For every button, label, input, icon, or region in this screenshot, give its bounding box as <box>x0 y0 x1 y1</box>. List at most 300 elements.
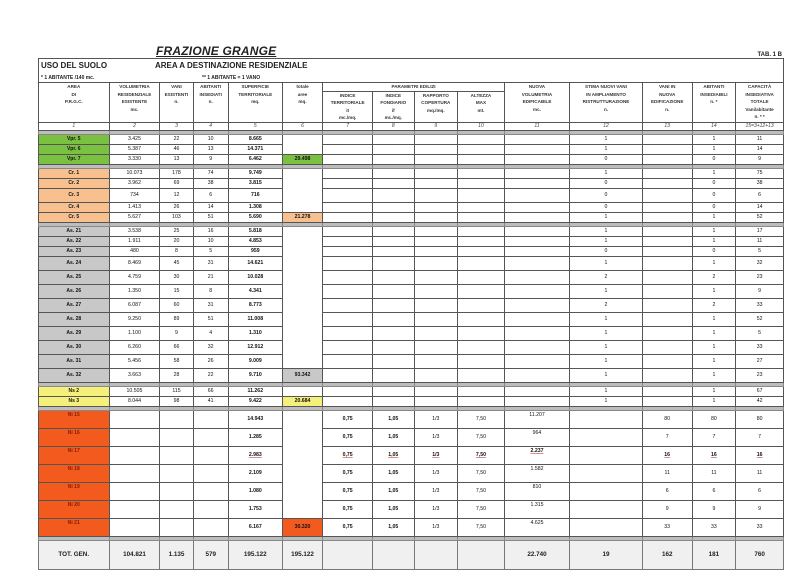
abitanti-insediati: 10 <box>193 134 228 144</box>
indice-fondiario <box>373 284 415 298</box>
stima-nuovi-vani: 0 <box>570 188 643 202</box>
header-vani-nuova: VANI IN NUOVA EDIFICAZIONE n. <box>642 83 692 123</box>
abitanti-insediati: 41 <box>193 396 228 406</box>
volumetria-esistente: 3.330 <box>109 154 160 164</box>
rapporto-copertura: 1/3 <box>414 446 458 464</box>
volumetria-esistente: 5.456 <box>109 354 160 368</box>
total-abitanti-insediabili: 181 <box>692 540 736 569</box>
vani-esistenti: 46 <box>160 144 193 154</box>
table-row <box>39 246 784 256</box>
area-name: Cr. 1 <box>39 168 110 178</box>
rapporto-copertura: 1/3 <box>414 410 458 428</box>
area-name: As. 28 <box>39 312 110 326</box>
vani-nuova-edificazione <box>642 168 692 178</box>
table-row <box>39 428 784 446</box>
indice-territoriale <box>323 284 373 298</box>
table-row <box>39 188 784 202</box>
area-name: Ns 3 <box>39 396 110 406</box>
indice-territoriale <box>323 236 373 246</box>
vani-esistenti <box>160 428 193 446</box>
area-name: Ni 20 <box>39 500 110 518</box>
volumetria-esistente: 1.413 <box>109 202 160 212</box>
nuova-volumetria: 2.237 <box>504 446 569 464</box>
totale-aree: 29.498 <box>282 154 322 164</box>
column-number: 5 <box>228 122 282 130</box>
abitanti-insediati <box>193 464 228 482</box>
abitanti-insediabili: 1 <box>692 368 736 382</box>
totale-aree <box>282 144 322 154</box>
superficie-territoriale: 14.943 <box>228 410 282 428</box>
altezza-max <box>458 144 505 154</box>
abitanti-insediabili: 0 <box>692 188 736 202</box>
rapporto-copertura <box>414 386 458 396</box>
column-number: 9 <box>414 122 458 130</box>
area-name: Ni 16 <box>39 428 110 446</box>
stima-nuovi-vani: 0 <box>570 202 643 212</box>
rapporto-copertura <box>414 298 458 312</box>
header-indice-territoriale: INDICE TERRITORIALE it mc./mq. <box>323 91 373 122</box>
abitanti-insediabili: 1 <box>692 212 736 222</box>
altezza-max <box>458 202 505 212</box>
abitanti-insediabili: 1 <box>692 226 736 236</box>
superficie-territoriale: 11.262 <box>228 386 282 396</box>
rapporto-copertura <box>414 396 458 406</box>
abitanti-insediati: 32 <box>193 340 228 354</box>
indice-territoriale <box>323 154 373 164</box>
vani-nuova-edificazione <box>642 134 692 144</box>
altezza-max: 7,50 <box>458 410 505 428</box>
column-number: 1 <box>39 122 110 130</box>
vani-nuova-edificazione <box>642 256 692 270</box>
capacita-insediativa: 33 <box>736 298 784 312</box>
vani-nuova-edificazione <box>642 202 692 212</box>
capacita-insediativa: 6 <box>736 188 784 202</box>
altezza-max <box>458 298 505 312</box>
area-name: Vpr. 6 <box>39 144 110 154</box>
capacita-insediativa: 7 <box>736 428 784 446</box>
abitanti-insediati: 13 <box>193 144 228 154</box>
table-row <box>39 226 784 236</box>
volumetria-esistente: 10.073 <box>109 168 160 178</box>
nuova-volumetria <box>504 178 569 188</box>
rapporto-copertura <box>414 168 458 178</box>
header-altezza-max: ALTEZZA MAX mt. <box>458 91 505 122</box>
superficie-territoriale: 959 <box>228 246 282 256</box>
volumetria-esistente <box>109 428 160 446</box>
totale-aree <box>282 168 322 178</box>
indice-fondiario <box>373 368 415 382</box>
vani-esistenti: 98 <box>160 396 193 406</box>
abitanti-insediati: 16 <box>193 226 228 236</box>
table-row <box>39 168 784 178</box>
capacita-insediativa: 14 <box>736 202 784 212</box>
note-abitante-mc: * 1 ABITANTE /140 mc. <box>41 75 95 81</box>
volumetria-esistente: 3.425 <box>109 134 160 144</box>
totale-aree <box>282 482 322 500</box>
totale-aree <box>282 236 322 246</box>
rapporto-copertura <box>414 354 458 368</box>
stima-nuovi-vani: 1 <box>570 354 643 368</box>
total-stima: 19 <box>570 540 643 569</box>
area-name: Cr. 2 <box>39 178 110 188</box>
nuova-volumetria <box>504 256 569 270</box>
indice-fondiario <box>373 202 415 212</box>
indice-fondiario <box>373 340 415 354</box>
vani-esistenti: 13 <box>160 154 193 164</box>
table-body <box>39 130 784 569</box>
abitanti-insediati: 66 <box>193 386 228 396</box>
stima-nuovi-vani: 1 <box>570 326 643 340</box>
header-area: AREA DI P.R.G.C. <box>39 83 110 123</box>
altezza-max <box>458 386 505 396</box>
nuova-volumetria <box>504 154 569 164</box>
capacita-insediativa: 9 <box>736 500 784 518</box>
rapporto-copertura: 1/3 <box>414 518 458 536</box>
indice-territoriale: 0,75 <box>323 464 373 482</box>
area-name: As. 23 <box>39 246 110 256</box>
vani-esistenti: 69 <box>160 178 193 188</box>
indice-territoriale <box>323 386 373 396</box>
abitanti-insediati: 21 <box>193 270 228 284</box>
stima-nuovi-vani: 1 <box>570 134 643 144</box>
superficie-territoriale: 14.621 <box>228 256 282 270</box>
abitanti-insediati <box>193 500 228 518</box>
vani-nuova-edificazione <box>642 396 692 406</box>
nuova-volumetria <box>504 226 569 236</box>
nuova-volumetria: 1.315 <box>504 500 569 518</box>
vani-esistenti: 58 <box>160 354 193 368</box>
superficie-territoriale: 12.912 <box>228 340 282 354</box>
altezza-max <box>458 396 505 406</box>
table-row <box>39 464 784 482</box>
altezza-max <box>458 326 505 340</box>
indice-fondiario: 1,05 <box>373 464 415 482</box>
capacita-insediativa: 67 <box>736 386 784 396</box>
total-vani-nuova: 162 <box>642 540 692 569</box>
abitanti-insediati: 14 <box>193 202 228 212</box>
area-name: As. 29 <box>39 326 110 340</box>
stima-nuovi-vani: 1 <box>570 236 643 246</box>
vani-esistenti: 20 <box>160 236 193 246</box>
table-header-frame <box>38 58 784 83</box>
stima-nuovi-vani: 2 <box>570 270 643 284</box>
abitanti-insediabili: 0 <box>692 202 736 212</box>
totale-aree: 30.320 <box>282 518 322 536</box>
rapporto-copertura <box>414 154 458 164</box>
nuova-volumetria <box>504 386 569 396</box>
table-row <box>39 312 784 326</box>
abitanti-insediati: 31 <box>193 256 228 270</box>
indice-territoriale <box>323 212 373 222</box>
superficie-territoriale: 5.818 <box>228 226 282 236</box>
indice-fondiario <box>373 134 415 144</box>
vani-esistenti: 103 <box>160 212 193 222</box>
abitanti-insediati <box>193 446 228 464</box>
rapporto-copertura: 1/3 <box>414 500 458 518</box>
indice-territoriale: 0,75 <box>323 410 373 428</box>
vani-esistenti: 178 <box>160 168 193 178</box>
header-volumetria: VOLUMETRIA RESIDENZIALE ESISTENTE mc. <box>109 83 160 123</box>
nuova-volumetria <box>504 326 569 340</box>
nuova-volumetria <box>504 144 569 154</box>
area-name: Ns 2 <box>39 386 110 396</box>
column-number: 3 <box>160 122 193 130</box>
vani-esistenti: 9 <box>160 326 193 340</box>
table-row <box>39 386 784 396</box>
header-abitanti: ABITANTI INSEDIATI n. <box>193 83 228 123</box>
abitanti-insediabili: 1 <box>692 354 736 368</box>
vani-nuova-edificazione: 11 <box>642 464 692 482</box>
abitanti-insediabili: 11 <box>692 464 736 482</box>
vani-esistenti: 89 <box>160 312 193 326</box>
vani-esistenti <box>160 500 193 518</box>
superficie-territoriale: 8.773 <box>228 298 282 312</box>
rapporto-copertura: 1/3 <box>414 482 458 500</box>
nuova-volumetria: 1.582 <box>504 464 569 482</box>
total-vani: 1.135 <box>160 540 193 569</box>
altezza-max <box>458 256 505 270</box>
capacita-insediativa: 5 <box>736 246 784 256</box>
abitanti-insediabili: 0 <box>692 178 736 188</box>
totale-aree <box>282 256 322 270</box>
capacita-insediativa: 52 <box>736 212 784 222</box>
area-name: Cr. 3 <box>39 188 110 202</box>
abitanti-insediabili: 1 <box>692 386 736 396</box>
vani-nuova-edificazione <box>642 298 692 312</box>
volumetria-esistente: 4.759 <box>109 270 160 284</box>
nuova-volumetria: 964 <box>504 428 569 446</box>
header-row <box>39 83 784 92</box>
capacita-insediativa: 11 <box>736 134 784 144</box>
indice-territoriale <box>323 168 373 178</box>
nuova-volumetria <box>504 298 569 312</box>
superficie-territoriale: 5.690 <box>228 212 282 222</box>
superficie-territoriale: 1.753 <box>228 500 282 518</box>
indice-territoriale <box>323 368 373 382</box>
area-name: As. 22 <box>39 236 110 246</box>
stima-nuovi-vani: 2 <box>570 298 643 312</box>
header-vani: VANI ESISTENTI n. <box>160 83 193 123</box>
volumetria-esistente: 1.911 <box>109 236 160 246</box>
stima-nuovi-vani: 1 <box>570 284 643 298</box>
totale-aree: 20.684 <box>282 396 322 406</box>
abitanti-insediabili: 1 <box>692 256 736 270</box>
vani-nuova-edificazione <box>642 246 692 256</box>
indice-territoriale: 0,75 <box>323 482 373 500</box>
total-abitanti: 579 <box>193 540 228 569</box>
table-row <box>39 396 784 406</box>
total-volumetria: 104.821 <box>109 540 160 569</box>
volumetria-esistente: 1.100 <box>109 326 160 340</box>
vani-nuova-edificazione <box>642 354 692 368</box>
volumetria-esistente: 734 <box>109 188 160 202</box>
table-row <box>39 256 784 270</box>
abitanti-insediati <box>193 410 228 428</box>
total-capacita: 760 <box>736 540 784 569</box>
area-destinazione-label: AREA A DESTINAZIONE RESIDENZIALE <box>155 61 308 70</box>
rapporto-copertura <box>414 236 458 246</box>
totale-aree: 93.342 <box>282 368 322 382</box>
altezza-max <box>458 246 505 256</box>
indice-territoriale <box>323 246 373 256</box>
indice-territoriale <box>323 226 373 236</box>
rapporto-copertura <box>414 340 458 354</box>
abitanti-insediabili: 80 <box>692 410 736 428</box>
stima-nuovi-vani: 0 <box>570 246 643 256</box>
table-row <box>39 410 784 428</box>
vani-esistenti: 28 <box>160 368 193 382</box>
nuova-volumetria: 4.625 <box>504 518 569 536</box>
area-name: Ni 21 <box>39 518 110 536</box>
vani-nuova-edificazione <box>642 154 692 164</box>
table-row <box>39 340 784 354</box>
altezza-max <box>458 340 505 354</box>
capacita-insediativa: 42 <box>736 396 784 406</box>
altezza-max <box>458 178 505 188</box>
abitanti-insediabili: 0 <box>692 246 736 256</box>
indice-fondiario <box>373 270 415 284</box>
rapporto-copertura <box>414 284 458 298</box>
vani-esistenti: 8 <box>160 246 193 256</box>
table-row <box>39 446 784 464</box>
altezza-max <box>458 368 505 382</box>
rapporto-copertura <box>414 212 458 222</box>
table-row <box>39 368 784 382</box>
totale-aree <box>282 326 322 340</box>
abitanti-insediabili: 1 <box>692 144 736 154</box>
column-number-row <box>39 122 784 130</box>
capacita-insediativa: 16 <box>736 446 784 464</box>
total-nuova-volumetria: 22.740 <box>504 540 569 569</box>
altezza-max <box>458 354 505 368</box>
nuova-volumetria <box>504 202 569 212</box>
altezza-max <box>458 236 505 246</box>
indice-fondiario: 1,05 <box>373 500 415 518</box>
capacita-insediativa: 32 <box>736 256 784 270</box>
indice-fondiario: 1,05 <box>373 446 415 464</box>
indice-fondiario <box>373 144 415 154</box>
capacita-insediativa: 75 <box>736 168 784 178</box>
column-number: 12 <box>570 122 643 130</box>
altezza-max <box>458 154 505 164</box>
totale-aree <box>282 354 322 368</box>
indice-fondiario <box>373 246 415 256</box>
altezza-max <box>458 188 505 202</box>
superficie-territoriale: 4.341 <box>228 284 282 298</box>
stima-nuovi-vani: 1 <box>570 144 643 154</box>
indice-territoriale <box>323 134 373 144</box>
vani-nuova-edificazione <box>642 188 692 202</box>
table-row <box>39 134 784 144</box>
vani-esistenti: 26 <box>160 202 193 212</box>
indice-fondiario: 1,05 <box>373 482 415 500</box>
abitanti-insediabili: 9 <box>692 500 736 518</box>
altezza-max <box>458 134 505 144</box>
header-stima-nuovi-vani: STIMA NUOVI VANI IN AMPLIAMENTO RISTRUTTURAZIONE n. <box>570 83 643 123</box>
abitanti-insediati: 22 <box>193 368 228 382</box>
table-row <box>39 202 784 212</box>
area-name: Ni 18 <box>39 464 110 482</box>
indice-territoriale <box>323 202 373 212</box>
superficie-territoriale: 716 <box>228 188 282 202</box>
totale-aree <box>282 410 322 428</box>
volumetria-esistente: 6.260 <box>109 340 160 354</box>
indice-fondiario <box>373 298 415 312</box>
capacita-insediativa: 33 <box>736 518 784 536</box>
vani-nuova-edificazione: 6 <box>642 482 692 500</box>
stima-nuovi-vani: 1 <box>570 340 643 354</box>
table-row <box>39 236 784 246</box>
abitanti-insediabili: 1 <box>692 134 736 144</box>
nuova-volumetria <box>504 396 569 406</box>
area-name: Ni 17 <box>39 446 110 464</box>
totale-aree: 21.278 <box>282 212 322 222</box>
volumetria-esistente: 5.627 <box>109 212 160 222</box>
volumetria-esistente: 5.387 <box>109 144 160 154</box>
vani-nuova-edificazione <box>642 236 692 246</box>
volumetria-esistente: 3.962 <box>109 178 160 188</box>
superficie-territoriale: 4.853 <box>228 236 282 246</box>
capacita-insediativa: 6 <box>736 482 784 500</box>
volumetria-esistente: 8.469 <box>109 256 160 270</box>
page-title: FRAZIONE GRANGE <box>156 44 277 58</box>
indice-territoriale: 0,75 <box>323 500 373 518</box>
stima-nuovi-vani <box>570 518 643 536</box>
altezza-max <box>458 168 505 178</box>
indice-territoriale: 0,75 <box>323 518 373 536</box>
vani-nuova-edificazione <box>642 386 692 396</box>
rapporto-copertura <box>414 246 458 256</box>
nuova-volumetria <box>504 212 569 222</box>
vani-esistenti: 45 <box>160 256 193 270</box>
stima-nuovi-vani <box>570 446 643 464</box>
nuova-volumetria <box>504 284 569 298</box>
abitanti-insediabili: 6 <box>692 482 736 500</box>
totale-aree <box>282 446 322 464</box>
nuova-volumetria <box>504 354 569 368</box>
superficie-territoriale: 9.749 <box>228 168 282 178</box>
indice-fondiario <box>373 396 415 406</box>
superficie-territoriale: 6.167 <box>228 518 282 536</box>
indice-territoriale <box>323 178 373 188</box>
abitanti-insediati: 26 <box>193 354 228 368</box>
header-nuova-volumetria: NUOVA VOLUMETRIA EDIFICABILE mc. <box>504 83 569 123</box>
indice-fondiario <box>373 312 415 326</box>
column-number: 14 <box>692 122 736 130</box>
vani-esistenti: 25 <box>160 226 193 236</box>
nuova-volumetria: 11.207 <box>504 410 569 428</box>
totale-aree <box>282 134 322 144</box>
stima-nuovi-vani <box>570 482 643 500</box>
total-superficie: 195.122 <box>228 540 282 569</box>
table-row <box>39 326 784 340</box>
capacita-insediativa: 23 <box>736 270 784 284</box>
rapporto-copertura <box>414 256 458 270</box>
volumetria-esistente: 8.044 <box>109 396 160 406</box>
capacita-insediativa: 33 <box>736 340 784 354</box>
abitanti-insediabili: 1 <box>692 396 736 406</box>
capacita-insediativa: 23 <box>736 368 784 382</box>
area-name: As. 21 <box>39 226 110 236</box>
nuova-volumetria <box>504 270 569 284</box>
total-aree: 195.122 <box>282 540 322 569</box>
abitanti-insediabili: 2 <box>692 298 736 312</box>
vani-nuova-edificazione <box>642 226 692 236</box>
header-superficie: SUPERFICIE TERRITORIALE mq. <box>228 83 282 123</box>
stima-nuovi-vani: 1 <box>570 226 643 236</box>
superficie-territoriale: 8.665 <box>228 134 282 144</box>
superficie-territoriale: 2.109 <box>228 464 282 482</box>
